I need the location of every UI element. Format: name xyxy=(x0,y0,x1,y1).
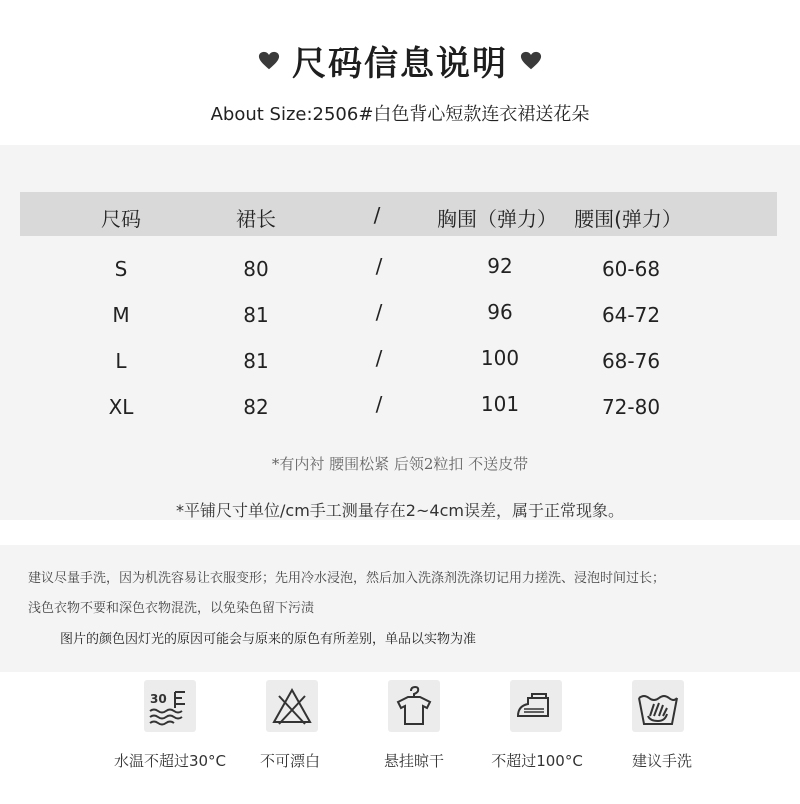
table-cell: 81 xyxy=(243,303,269,327)
column-header-length: 裙长 xyxy=(236,207,276,231)
table-cell: L xyxy=(115,349,127,373)
table-cell: 96 xyxy=(487,300,513,324)
care-icon-label: 悬挂晾干 xyxy=(383,752,445,770)
care-icon-label: 建议手洗 xyxy=(631,752,693,770)
care-text-line: 建议尽量手洗，因为机洗容易让衣服变形；先用冷水浸泡，然后加入洗涤剂洗涤切记用力搓洗、浸泡时间过长； xyxy=(28,571,666,586)
table-cell: 100 xyxy=(480,346,520,370)
subtitle: About Size:2506#白色背心短款连衣裙送花朵 xyxy=(210,104,590,125)
header xyxy=(0,0,800,145)
measurement-note: *平铺尺寸单位/cm手工测量存在2~4cm误差，属于正常现象。 xyxy=(176,501,624,520)
table-cell: 82 xyxy=(243,395,269,419)
icon-glyph-text: 30 xyxy=(150,692,167,706)
column-header-slash: / xyxy=(373,203,381,227)
table-cell: 60-68 xyxy=(601,257,661,281)
table-cell: / xyxy=(375,254,383,278)
hand-wash-icon xyxy=(632,680,684,732)
table-cell: XL xyxy=(108,395,134,419)
detail-note: *有内衬 腰围松紧 后领2粒扣 不送皮带 xyxy=(271,455,529,473)
table-row xyxy=(0,346,800,379)
column-header-waist: 腰围(弹力） xyxy=(574,207,682,231)
care-text-line: 浅色衣物不要和深色衣物混洗，以免染色留下污渍 xyxy=(28,601,315,616)
table-cell: 64-72 xyxy=(601,303,661,327)
heart-icon xyxy=(520,50,542,72)
column-header-size: 尺码 xyxy=(101,207,141,231)
care-icons xyxy=(0,672,800,804)
table-cell: 80 xyxy=(243,257,269,281)
table-cell: 81 xyxy=(243,349,269,373)
table-cell: 72-80 xyxy=(601,395,661,419)
care-icon-label: 不可漂白 xyxy=(259,752,321,770)
table-row xyxy=(0,392,800,425)
table-cell: S xyxy=(114,257,128,281)
page-title: 尺码信息说明 xyxy=(292,44,508,84)
table-cell: 101 xyxy=(480,392,520,416)
table-row xyxy=(0,300,800,333)
table-cell: / xyxy=(375,300,383,324)
table-cell: M xyxy=(112,303,130,327)
iron-100-icon xyxy=(510,680,562,732)
table-cell: / xyxy=(375,392,383,416)
column-header-bust: 胸围（弹力） xyxy=(437,207,557,231)
hang-dry-icon xyxy=(388,680,440,732)
heart-icon xyxy=(258,50,280,72)
care-icon-label: 水温不超过30°C xyxy=(113,752,227,770)
table-row xyxy=(0,254,800,287)
water-temperature-30-icon xyxy=(144,680,196,732)
color-disclaimer: 图片的颜色因灯光的原因可能会与原来的原色有所差别，单品以实物为准 xyxy=(60,632,477,647)
no-bleach-icon xyxy=(266,680,318,732)
table-cell: 68-76 xyxy=(601,349,661,373)
size-section xyxy=(0,145,800,520)
care-icon-label: 不超过100°C xyxy=(491,752,583,770)
title-row xyxy=(0,36,800,85)
table-cell: 92 xyxy=(487,254,513,278)
care-instructions xyxy=(0,545,800,672)
table-cell: / xyxy=(375,346,383,370)
